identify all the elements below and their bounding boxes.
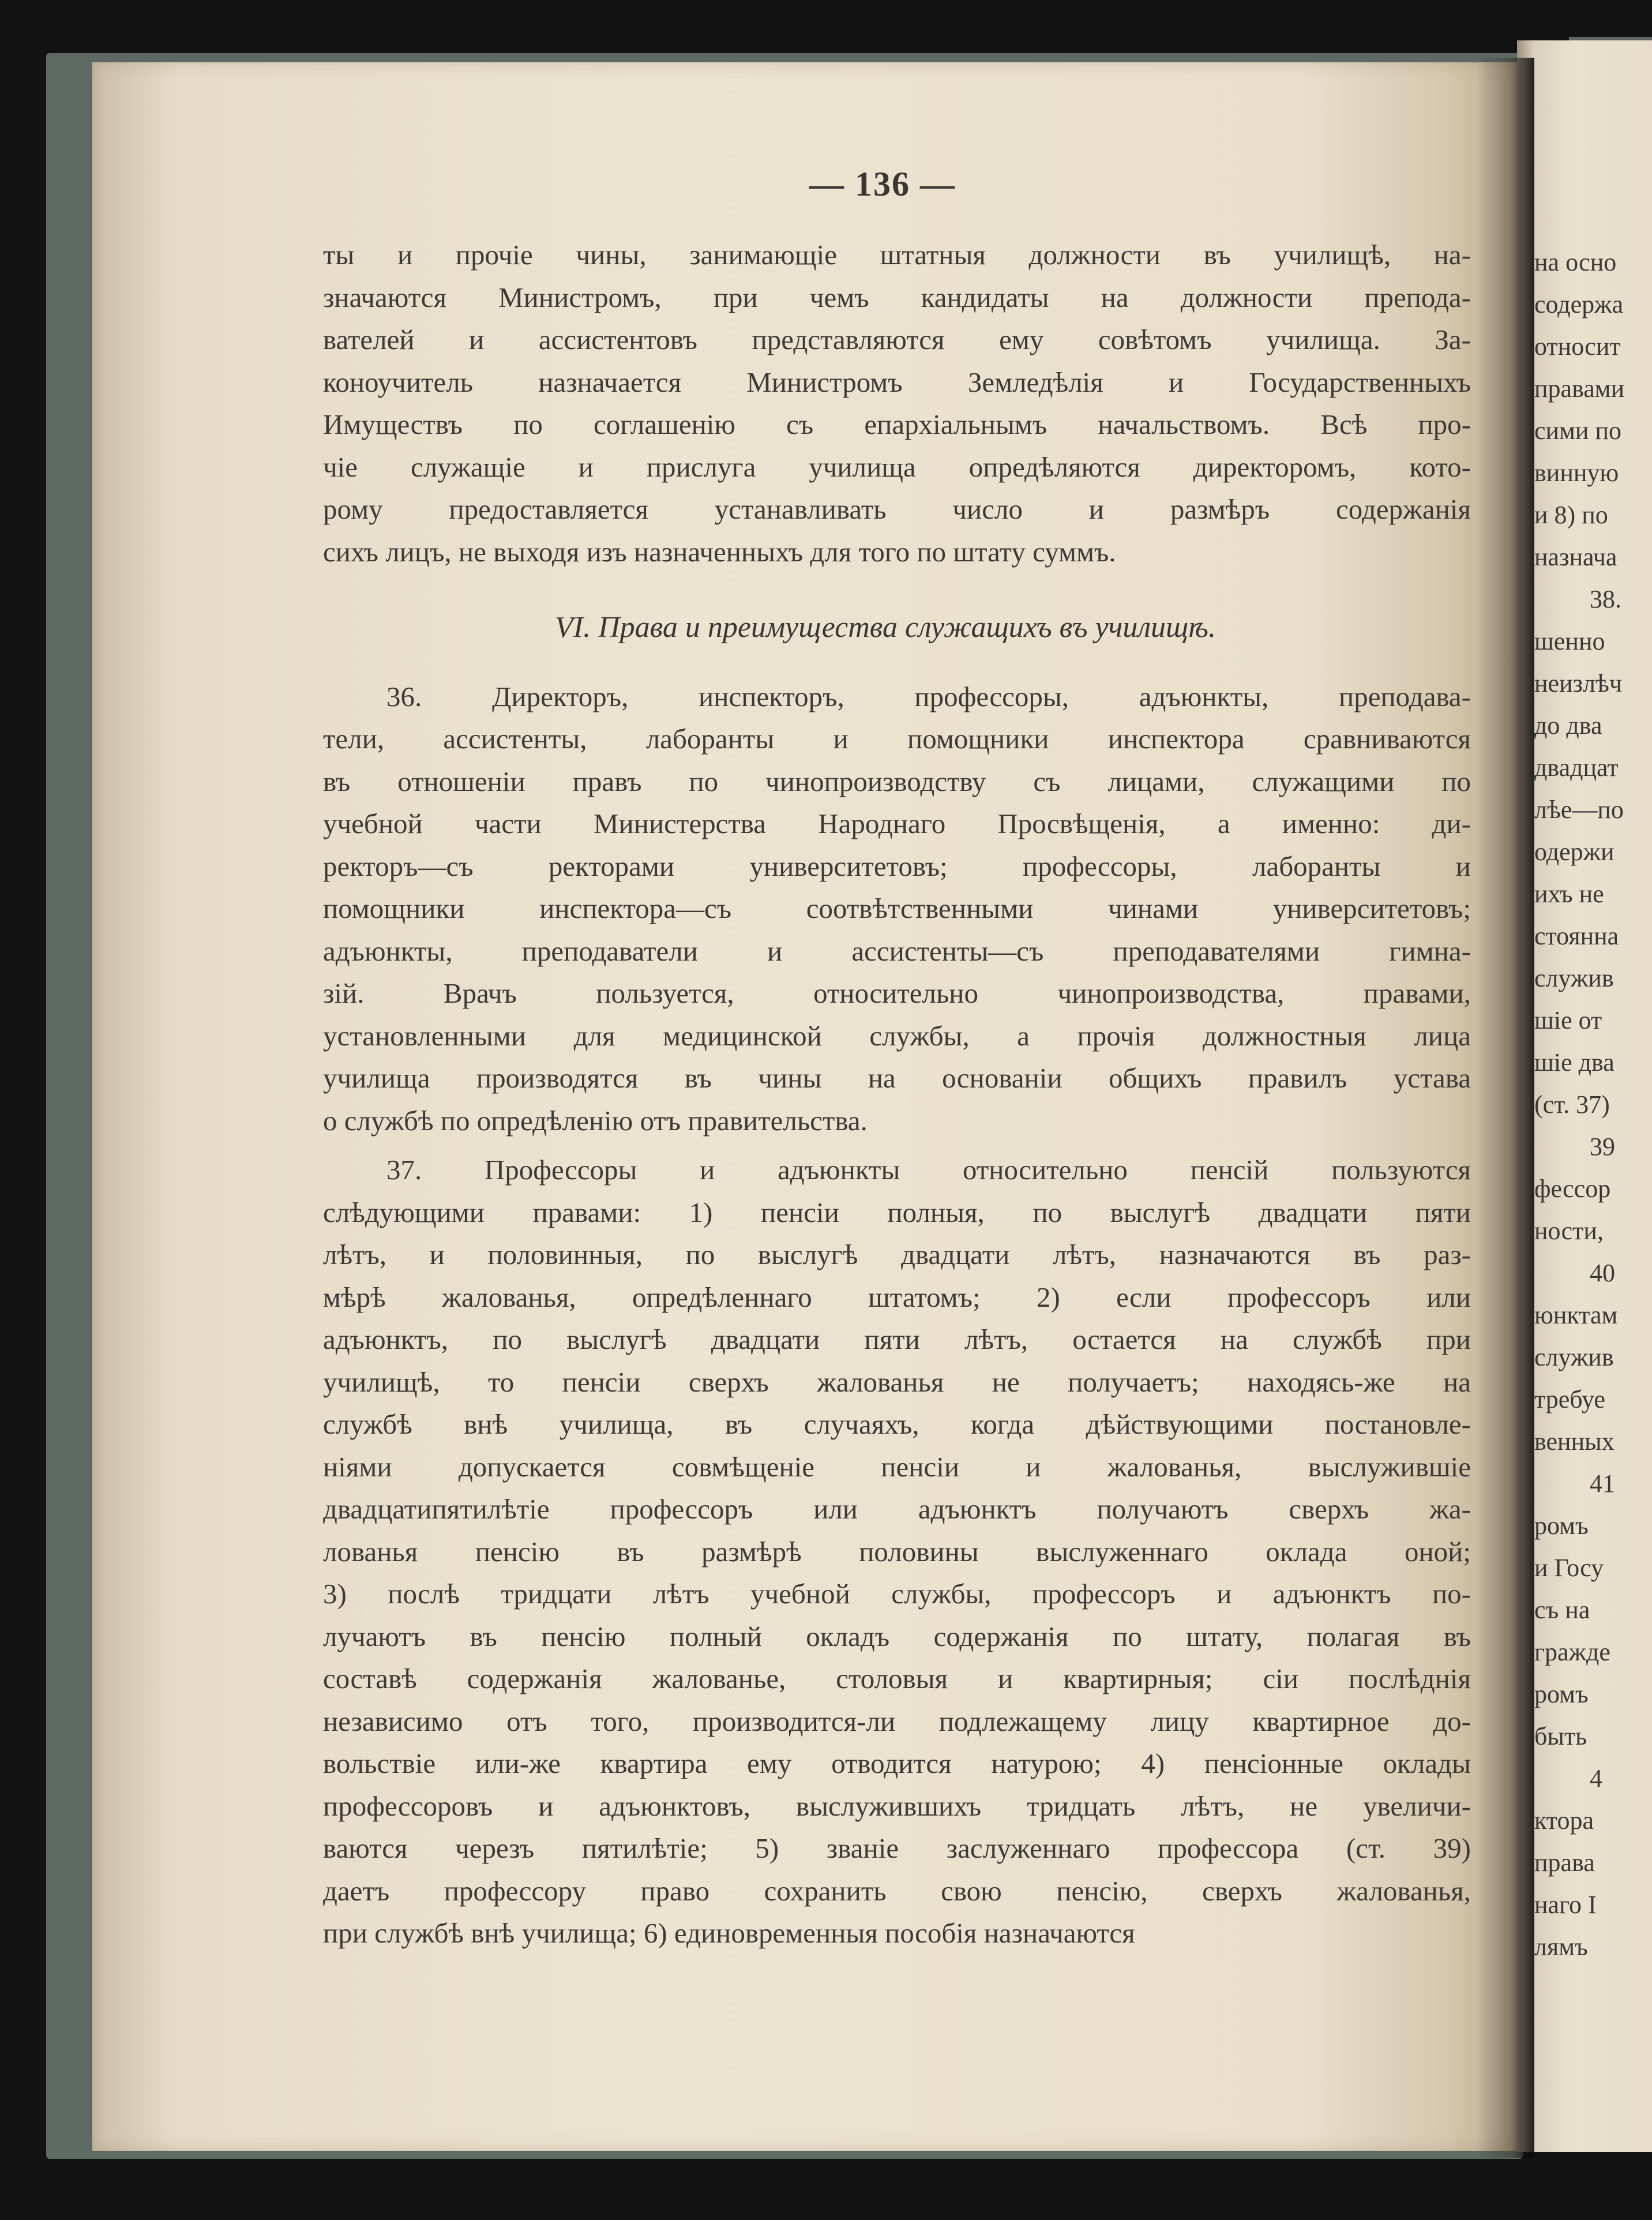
right-page-line: гражде xyxy=(1534,1638,1610,1666)
right-page-line: стоянна xyxy=(1534,922,1619,950)
right-page-line: венных xyxy=(1534,1427,1615,1456)
text-line: 37. Профессоры и адъюнкты относительно пенсій пользуются xyxy=(386,1154,1471,1186)
right-page-line: 4 xyxy=(1590,1764,1602,1792)
right-page-line: быть xyxy=(1534,1722,1587,1750)
right-page-line: лямъ xyxy=(1534,1933,1588,1961)
paragraph-intro xyxy=(323,234,1471,573)
text-line: училища производятся въ чины на основаніи общихъ правилъ устава xyxy=(323,1062,1471,1094)
right-page-line: юнктам xyxy=(1534,1301,1618,1329)
text-line: лѣтъ, и половинныя, по выслугѣ двадцати лѣтъ, назначаются въ раз- xyxy=(323,1239,1471,1270)
right-page-text xyxy=(1534,241,1652,1968)
right-page-line: ромъ xyxy=(1534,1512,1589,1540)
right-page-line: 40 xyxy=(1590,1259,1615,1287)
right-page-line: служив xyxy=(1534,964,1614,992)
right-page-line: съ на xyxy=(1534,1596,1590,1624)
text-line: установленными для медицинской службы, а прочія должностныя лица xyxy=(323,1019,1471,1052)
right-page-line: двадцат xyxy=(1534,753,1619,782)
text-line: вателей и ассистентовъ представляются ему совѣтомъ училища. За- xyxy=(323,324,1471,355)
right-page-line: одержи xyxy=(1534,838,1615,866)
right-page-line: и 8) по xyxy=(1534,501,1608,529)
text-line: училищѣ, то пенсіи сверхъ жалованья не получаетъ; находясь-же на xyxy=(323,1366,1471,1398)
right-page-line: шіе от xyxy=(1534,1006,1602,1034)
text-line: о службѣ по опредѣленію отъ правительства. xyxy=(323,1104,868,1137)
text-line: коноучитель назначается Министромъ Земледѣлія и Государственныхъ xyxy=(323,366,1471,398)
text-line: чіе служащіе и прислуга училища опредѣляются директоромъ, кото- xyxy=(323,451,1471,483)
right-page-line: ности, xyxy=(1534,1217,1604,1245)
right-page-line: относит xyxy=(1534,332,1621,361)
right-page-line: права xyxy=(1534,1848,1595,1877)
text-line: Имуществъ по соглашенію съ епархіальнымъ начальствомъ. Всѣ про- xyxy=(323,408,1471,440)
text-line: лованья пенсію въ размѣрѣ половины выслуженнаго оклада оной; xyxy=(323,1535,1471,1567)
text-line: мѣрѣ жалованья, опредѣленнаго штатомъ; 2) если профессоръ или xyxy=(323,1281,1471,1313)
text-line: учебной части Министерства Народнаго Просвѣщенія, а именно: ди- xyxy=(323,808,1471,839)
text-line: тели, ассистенты, лаборанты и помощники инспектора сравниваются xyxy=(323,723,1471,755)
right-page-line: ихъ не xyxy=(1534,880,1604,908)
right-page-line: (ст. 37) xyxy=(1534,1090,1610,1119)
right-page-line: назнача xyxy=(1534,543,1617,571)
right-page-line: шіе два xyxy=(1534,1048,1615,1077)
right-page-line: требуе xyxy=(1534,1385,1605,1413)
right-page-line: наго I xyxy=(1534,1891,1597,1919)
right-page-line: служив xyxy=(1534,1343,1614,1371)
right-page-line: сими по xyxy=(1534,417,1622,445)
right-page-line: шенно xyxy=(1534,627,1605,655)
paragraph-36 xyxy=(323,676,1471,1142)
text-line: двадцатипятилѣтіе профессоръ или адъюнктъ получаютъ сверхъ жа- xyxy=(323,1493,1471,1525)
text-line: значаются Министромъ, при чемъ кандидаты на должности препода- xyxy=(323,281,1471,313)
text-line: зій. Врачъ пользуется, относительно чинопроизводства, правами, xyxy=(323,977,1471,1009)
text-line: ваются черезъ пятилѣтіе; 5) званіе заслуженнаго профессора (ст. 39) xyxy=(323,1832,1471,1864)
text-line: ніями допускается совмѣщеніе пенсіи и жалованья, выслужившіе xyxy=(323,1450,1471,1483)
text-line: 36. Директоръ, инспекторъ, профессоры, адъюнкты, преподава- xyxy=(386,680,1471,712)
text-line: независимо отъ того, производится-ли подлежащему лицу квартирное до- xyxy=(323,1705,1471,1737)
paragraph-37 xyxy=(323,1149,1471,1955)
text-line: при службѣ внѣ училища; 6) единовременныя пособія назначаются xyxy=(323,1917,1135,1949)
text-line: вольствіе или-же квартира ему отводится натурою; 4) пенсіонные оклады xyxy=(323,1747,1471,1779)
right-page-line: ромъ xyxy=(1534,1680,1589,1708)
right-page-line: неизлѣч xyxy=(1534,669,1622,697)
text-line: сихъ лицъ, не выходя изъ назначенныхъ для того по штату суммъ. xyxy=(323,535,1116,568)
right-page-line: 39 xyxy=(1590,1132,1615,1161)
page-number: — 136 — xyxy=(809,165,956,203)
section-heading: VI. Права и преимущества служащихъ въ училищѣ. xyxy=(555,611,1216,644)
right-page-line: на осно xyxy=(1534,248,1617,276)
text-line: лучаютъ въ пенсію полный окладъ содержанія по штату, полагая въ xyxy=(323,1620,1471,1652)
text-line: службѣ внѣ училища, въ случаяхъ, когда дѣйствующими постановле- xyxy=(323,1408,1471,1440)
right-page-line: содержа xyxy=(1534,290,1624,318)
text-line: слѣдующими правами: 1) пенсіи полныя, по выслугѣ двадцати пяти xyxy=(323,1196,1471,1228)
text-line: рому предоставляется устанавливать число и размѣръ содержанія xyxy=(323,493,1471,525)
text-line: адъюнкты, преподаватели и ассистенты—съ преподавателями гимна- xyxy=(323,935,1471,967)
right-page-line: правами xyxy=(1534,374,1625,403)
right-page-line: винную xyxy=(1534,459,1619,487)
text-line: помощники инспектора—съ соотвѣтственными чинами университетовъ; xyxy=(323,892,1471,924)
text-line: составѣ содержанія жалованье, столовыя и квартирныя; сіи послѣднія xyxy=(323,1663,1471,1694)
right-page-line: лѣе—по xyxy=(1534,796,1624,824)
text-line: профессоровъ и адъюнктовъ, выслужившихъ тридцать лѣтъ, не увеличи- xyxy=(323,1790,1471,1822)
left-page-text xyxy=(323,234,1471,1955)
text-line: ты и прочіе чины, занимающіе штатныя должности въ училищѣ, на- xyxy=(323,239,1471,271)
book-gutter xyxy=(1477,58,1534,2158)
text-line: адъюнктъ, по выслугѣ двадцати пяти лѣтъ, остается на службѣ при xyxy=(323,1323,1471,1355)
text-line: 3) послѣ тридцати лѣтъ учебной службы, профессоръ и адъюнктъ по- xyxy=(323,1578,1471,1610)
text-line: ректоръ—съ ректорами университетовъ; профессоры, лаборанты и xyxy=(323,850,1471,882)
right-page-line: до два xyxy=(1534,711,1602,740)
right-page-line: и Госу xyxy=(1534,1554,1604,1582)
right-page-line: фессор xyxy=(1534,1175,1611,1203)
text-line: въ отношеніи правъ по чинопроизводству съ лицами, служащими по xyxy=(323,765,1471,797)
text-line: даетъ профессору право сохранить свою пенсію, сверхъ жалованья, xyxy=(323,1874,1471,1907)
right-page-line: 38. xyxy=(1590,585,1621,613)
right-page-line: ктора xyxy=(1534,1806,1594,1835)
right-page-line: 41 xyxy=(1590,1469,1615,1498)
